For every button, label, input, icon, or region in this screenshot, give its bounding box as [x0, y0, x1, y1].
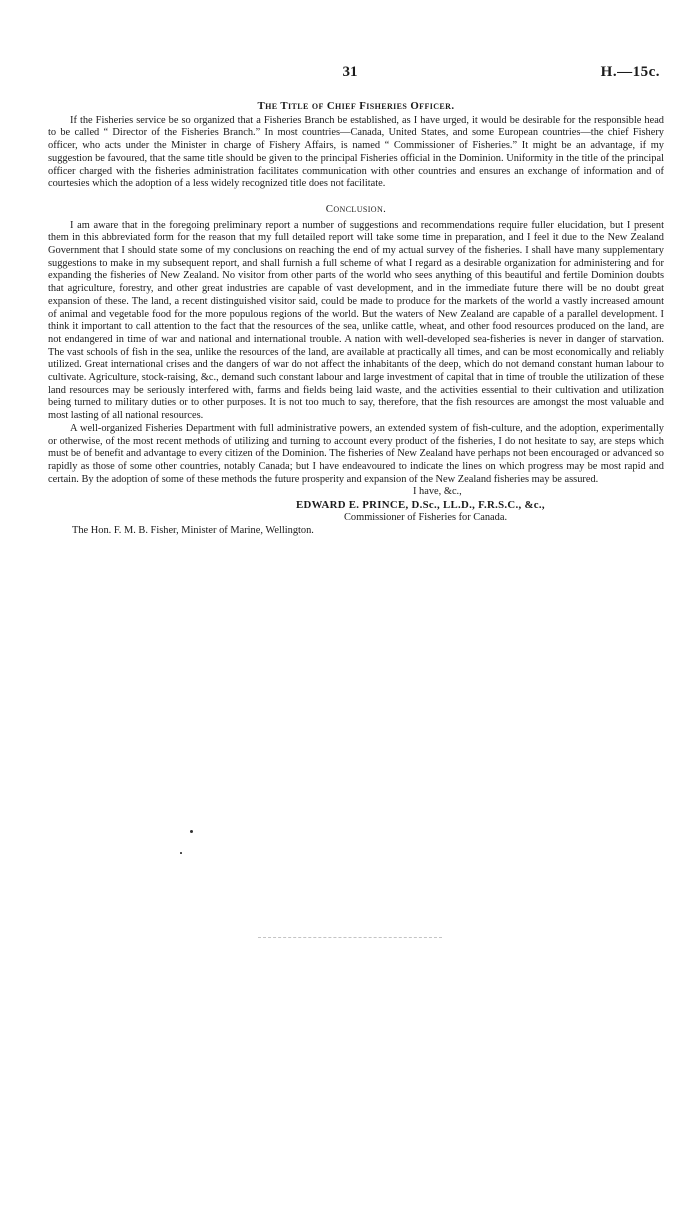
section-heading-title-officer: The Title of Chief Fisheries Officer. — [257, 100, 455, 112]
signature-title: Commissioner of Fisheries for Canada. — [344, 511, 508, 523]
closing-line: I have, &c., — [413, 486, 462, 498]
addressee-line: The Hon. F. M. B. Fisher, Minister of Marine, Wellington. — [72, 524, 314, 536]
paragraph-conclusion-2: A well-organized Fisheries Department with full administrative powers, an extended system of fish-culture, and the adoption, experimentally or otherwise, of the most recent methods of utilizing and turning to account every product of the fisheries, I do not hesitate to say, are steps which must be of benefit and advantage to every citizen of the Dominion. The fisheries of New Zealand have perhaps not been encouraged or advanced so rapidly as those of some other countries, notably Canada; but I have endeavoured to indicate the lines on which progress may be most rapid and certain. By the adoption of some of these methods the future prosperity and expansion of the New Zealand fisheries may be assured. — [48, 422, 664, 485]
section-heading-conclusion: Conclusion. — [325, 202, 387, 215]
ink-speck — [180, 852, 182, 854]
document-body — [48, 100, 664, 537]
ink-speck — [190, 830, 193, 833]
paragraph-title-officer: If the Fisheries service be so organized that a Fisheries Branch be established, as I have urged, it would be desirable for the responsible head to be called “ Director of the Fisheries Branch.” In most countries—Canada, United States, and some European countries—the chief Fishery officer, who acts under the Minister in charge of Fishery Affairs, is named “ Commissioner of Fisheries.” It might be an advantage, if my suggestion be favoured, that the same title should be given to the principal Fisheries official in the Dominion. Uniformity in the title of the principal officer charged with the fisheries administration facilitates communication with other countries and ensures an exchange of information and of courtesies which the adoption of a less widely recognized title does not facilitate. — [48, 114, 664, 190]
signature-name: EDWARD E. PRINCE, D.Sc., LL.D., F.R.S.C., &c., — [296, 499, 545, 512]
document-reference: H.—15c. — [600, 64, 660, 80]
paragraph-conclusion-1: I am aware that in the foregoing preliminary report a number of suggestions and recommendations require fuller elucidation, but I present them in this abbreviated form for the reason that my full detailed report will take some time in preparation, and I feel it due to the New Zealand Government that I should state some of my conclusions on reaching the end of my actual survey of the fisheries. I shall have many supplementary suggestions to make in my subsequent report, and shall furnish a full scheme of what I regard as a desirable organization for administering and for expanding the fisheries of New Zealand. No visitor from other parts of the world who sees anything of this beautiful and fertile Dominion doubts that agriculture, forestry, and other great industries are capable of vast development, and in the immediate future there will be no doubt great expansion of these. The land, a recent distinguished visitor said, could be made to produce for the markets of the world a vastly increased amount of animal and vegetable food for the more populous regions of the world. But the waters of New Zealand are capable of a parallel development. I think it important to call attention to the fact that the resources of the sea, unlike cattle, wheat, and other food resources produced on the land, are not endangered in time of war and national and international trouble. A nation with well-developed sea-fisheries is never in danger of starvation. The vast schools of fish in the sea, unlike the resources of the land, are available at practically all times, and can be most economically and reliably utilized. Great international crises and the dangers of war do not affect the inhabitants of the deep, which do not demand constant human labour to cultivate. Agriculture, stock-raising, &c., demand such constant labour and large investment of capital that in time of trouble the utilization of these land resources may be seriously interfered with, farms and fields being laid waste, and the activities essential to their cultivation and utilization being turned to military duties or to other purposes. It is not too much to say, therefore, that the fish resources are amongst the most valuable and most lasting of all national resources. — [48, 219, 664, 422]
page-number: 31 — [342, 64, 358, 80]
scan-artifact-line — [258, 937, 442, 938]
